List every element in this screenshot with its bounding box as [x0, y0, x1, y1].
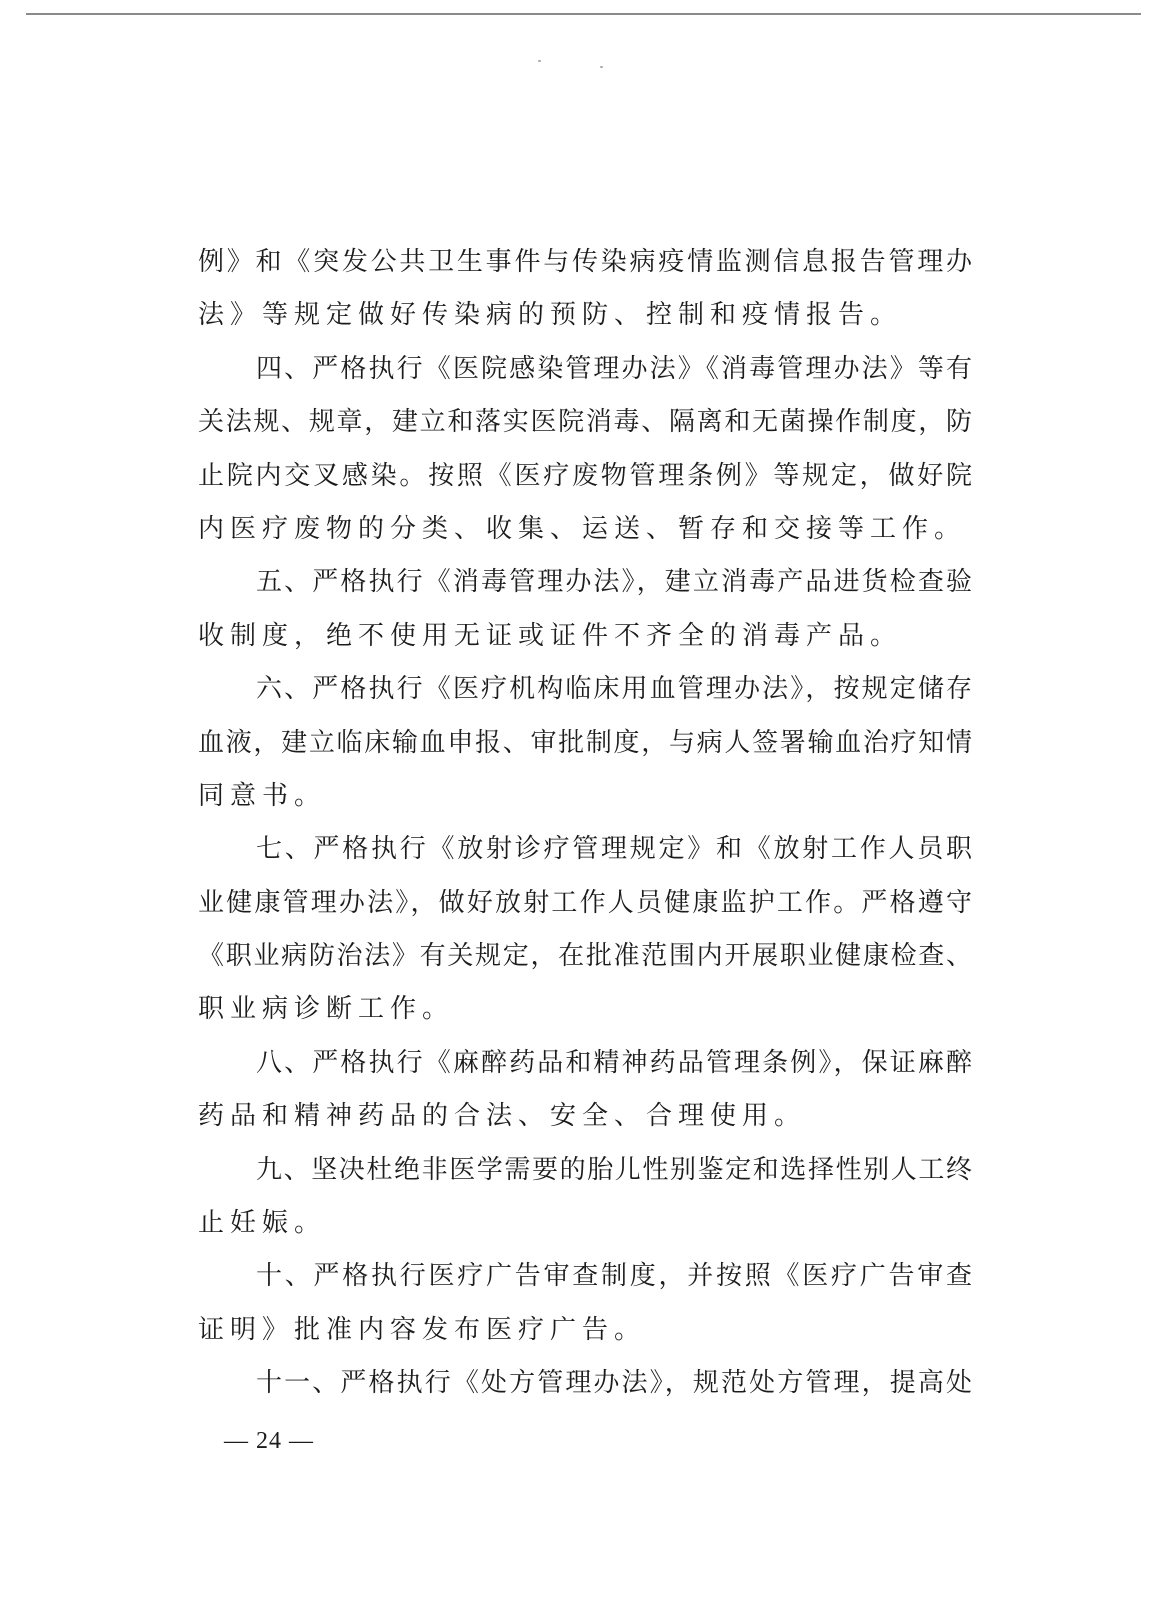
text-line: 例》和《突发公共卫生事件与传染病疫情监测信息报告管理办 [198, 247, 972, 277]
text-line: 《职业病防治法》有关规定，在批准范围内开展职业健康检查、 [198, 941, 972, 972]
text-line: 止院内交叉感染。按照《医疗废物管理条例》等规定，做好院 [198, 460, 972, 491]
document-body [198, 236, 972, 1411]
text-line: 收制度，绝不使用无证或证件不齐全的消毒产品。 [198, 620, 903, 651]
text-line: 止妊娠。 [198, 1208, 327, 1239]
text-line: 血液，建立临床输血申报、审批制度，与病人签署输血治疗知情 [198, 727, 972, 758]
paragraph-8-start: 八、严格执行《麻醉药品和精神药品管理条例》，保证麻醉 [256, 1047, 972, 1078]
text-line: 同意书。 [198, 780, 327, 811]
paragraph-5-start: 五、严格执行《消毒管理办法》，建立消毒产品进货检查验 [256, 567, 972, 598]
paragraph-10-start: 十、严格执行医疗广告审查制度，并按照《医疗广告审查 [256, 1261, 972, 1292]
page-number: — 24 — [224, 1428, 314, 1454]
text-line: 药品和精神药品的合法、安全、合理使用。 [198, 1101, 807, 1132]
text-line: 内医疗废物的分类、收集、运送、暂存和交接等工作。 [198, 513, 967, 544]
paragraph-4-start: 四、严格执行《医院感染管理办法》《消毒管理办法》等有 [256, 353, 972, 384]
text-line: 业健康管理办法》，做好放射工作人员健康监护工作。严格遵守 [198, 887, 972, 918]
text-line: 证明》批准内容发布医疗广告。 [198, 1314, 647, 1345]
text-line: 关法规、规章，建立和落实医院消毒、隔离和无菌操作制度，防 [198, 407, 972, 438]
scan-top-rule [26, 13, 1141, 15]
scan-speck [538, 60, 541, 62]
paragraph-7-start: 七、严格执行《放射诊疗管理规定》和《放射工作人员职 [256, 834, 972, 865]
scan-speck [600, 66, 603, 68]
text-line: 职业病诊断工作。 [198, 994, 455, 1025]
text-line: 法》等规定做好传染病的预防、控制和疫情报告。 [198, 300, 903, 331]
paragraph-6-start: 六、严格执行《医疗机构临床用血管理办法》，按规定储存 [256, 674, 972, 705]
paragraph-11-start: 十一、严格执行《处方管理办法》，规范处方管理，提高处 [256, 1368, 972, 1399]
paragraph-9-start: 九、坚决杜绝非医学需要的胎儿性别鉴定和选择性别人工终 [256, 1154, 972, 1185]
